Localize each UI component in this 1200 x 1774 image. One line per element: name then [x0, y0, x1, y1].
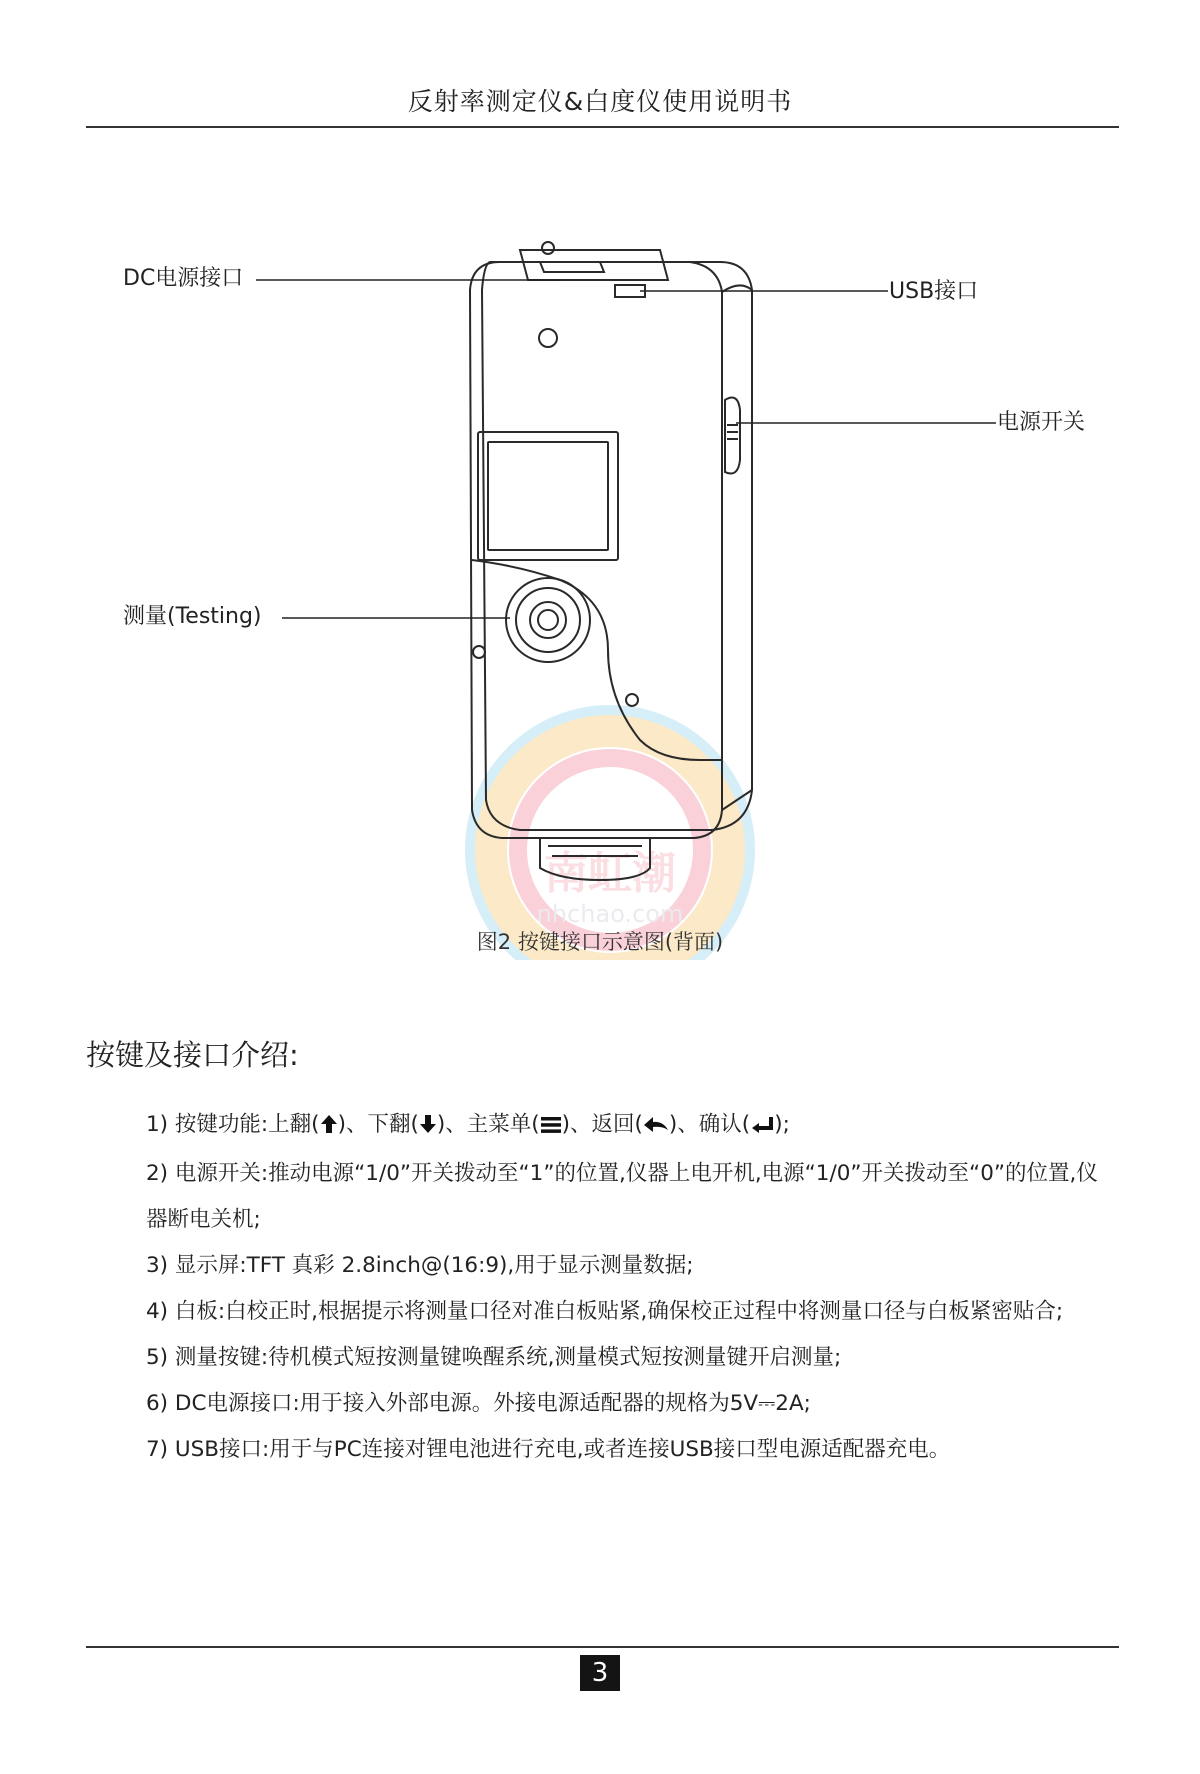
item-text: 测量按键:待机模式短按测量键唤醒系统,测量模式短按测量键开启测量;	[174, 1345, 842, 1370]
item-text: )、下翻(	[337, 1112, 419, 1137]
menu-icon	[540, 1105, 562, 1151]
item-text: )、主菜单(	[436, 1112, 540, 1137]
item-number: 2)	[146, 1161, 169, 1186]
page-number: 3	[580, 1655, 620, 1691]
item-number: 3)	[146, 1253, 169, 1278]
page-header-title: 反射率测定仪&白度仪使用说明书	[407, 87, 793, 116]
item-text: 显示屏:TFT 真彩 2.8inch@(16:9),用于显示测量数据;	[174, 1253, 694, 1278]
arrow-down-icon	[419, 1105, 437, 1151]
item-text: 白板:白校正时,根据提示将测量口径对准白板贴紧,确保校正过程中将测量口径与白板紧密贴合;	[174, 1299, 1064, 1324]
item-text: );	[774, 1112, 790, 1137]
section-title: 按键及接口介绍:	[86, 1038, 299, 1072]
item-number: 6)	[146, 1391, 169, 1416]
footer-rule	[86, 1646, 1119, 1648]
item-text: )、返回(	[561, 1112, 643, 1137]
list-item	[146, 1381, 1106, 1427]
enter-icon	[750, 1105, 774, 1151]
arrow-up-icon	[320, 1105, 338, 1151]
item-number: 4)	[146, 1299, 169, 1324]
interface-list	[146, 1102, 1106, 1473]
svg-text:南虹潮: 南虹潮	[544, 848, 676, 899]
item-text: DC电源接口:用于接入外部电源。外接电源适配器的规格为5V⎓2A;	[174, 1391, 811, 1416]
item-text: USB接口:用于与PC连接对锂电池进行充电,或者连接USB接口型电源适配器充电。	[174, 1437, 951, 1462]
item-number: 1)	[146, 1112, 169, 1137]
list-item	[146, 1427, 1106, 1473]
list-item	[146, 1289, 1106, 1335]
item-text: 电源开关:推动电源“1/0”开关拨动至“1”的位置,仪器上电开机,电源“1/0”开关拨动至“0”的位置,仪器断电关机;	[146, 1161, 1098, 1232]
list-item	[146, 1102, 1106, 1151]
test-button-callout: 测量(Testing)	[123, 604, 262, 629]
list-item	[146, 1335, 1106, 1381]
list-item	[146, 1243, 1106, 1289]
power-switch-callout: 电源开关	[997, 410, 1086, 435]
item-number: 7)	[146, 1437, 169, 1462]
item-label: 按键功能:	[174, 1112, 269, 1137]
item-text: 上翻(	[268, 1112, 320, 1137]
figure-caption: 图2 按键接口示意图(背面)	[476, 930, 724, 954]
item-text: )、确认(	[668, 1112, 751, 1137]
back-icon	[643, 1105, 669, 1151]
list-item	[146, 1151, 1106, 1243]
svg-text:nhchao.com: nhchao.com	[536, 900, 684, 928]
usb-port-callout: USB接口	[889, 279, 979, 304]
item-number: 5)	[146, 1345, 169, 1370]
dc-port-callout: DC电源接口	[123, 266, 244, 291]
callout-lines	[256, 280, 996, 618]
